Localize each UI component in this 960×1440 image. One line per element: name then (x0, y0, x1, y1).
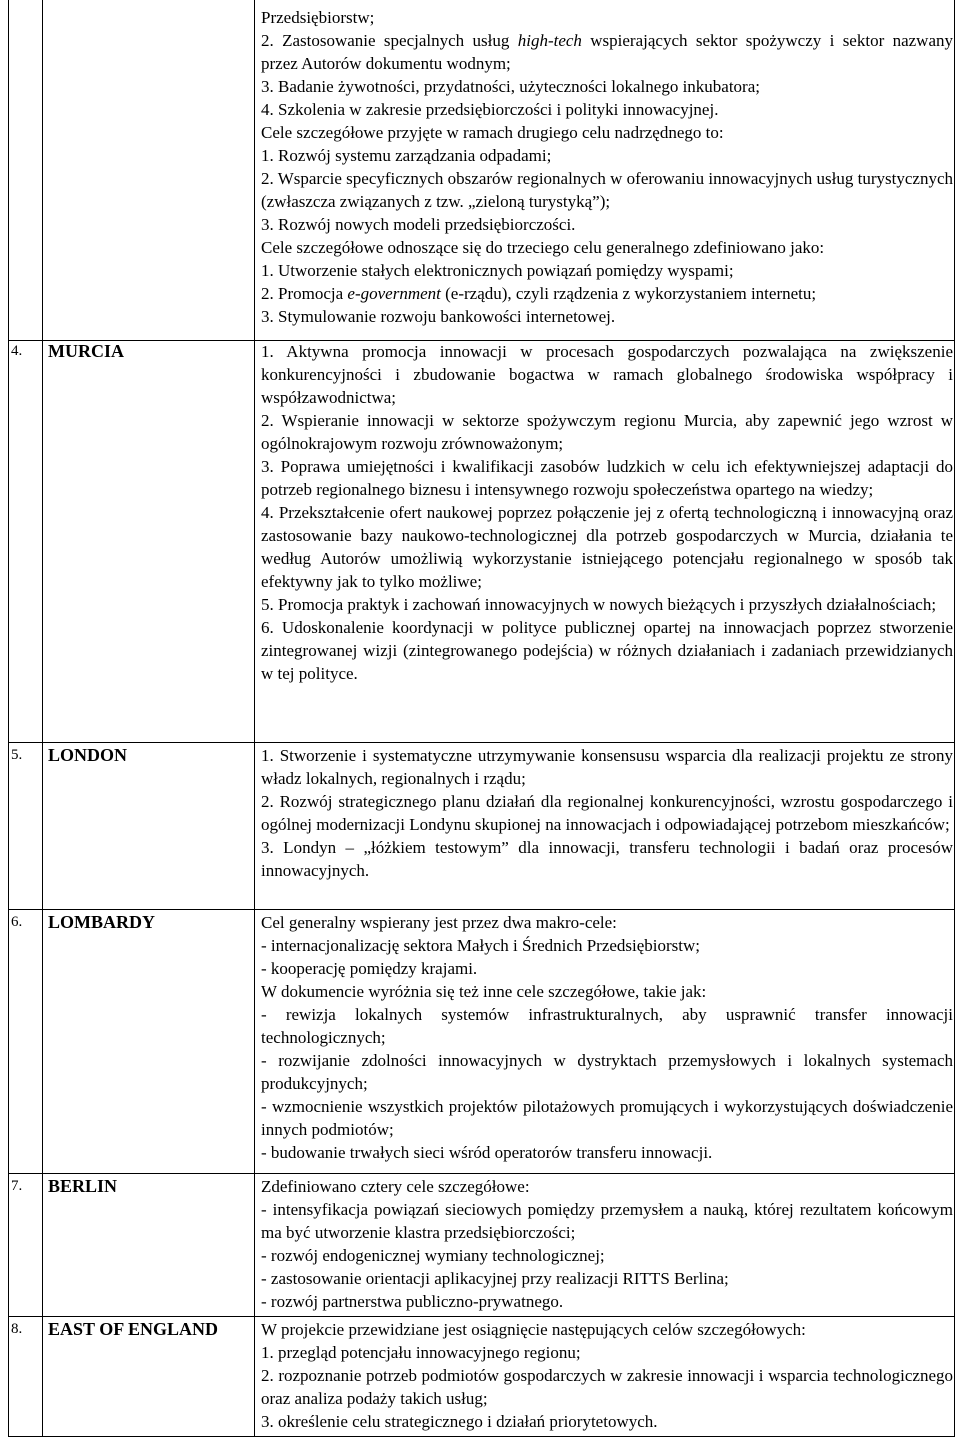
row-number: 8. (11, 1321, 23, 1337)
paragraph: 1. Rozwój systemu zarządzania odpadami; (261, 146, 552, 165)
paragraph: W projekcie przewidziane jest osiągnięcie następujących celów szczegółowych: (261, 1320, 806, 1339)
paragraph: - zastosowanie orientacji aplikacyjnej przy realizacji RITTS Berlina; (261, 1269, 729, 1288)
paragraph: 3. Rozwój nowych modeli przedsiębiorczości. (261, 215, 576, 234)
row-number: 4. (11, 343, 23, 359)
region-column-divider (254, 0, 255, 1437)
paragraph: Przedsiębiorstw; (261, 8, 375, 27)
paragraph: 2. Zastosowanie specjalnych usług high-tech wspierających sektor spożywczy i sektor nazwany przez Autorów dokumentu wodnym; (261, 31, 954, 73)
objectives-cell (261, 744, 953, 882)
table-right-border (954, 0, 955, 1437)
paragraph: 2. Wspieranie innowacji w sektorze spożywczym regionu Murcia, aby zapewnić jego wzrost w ogólnokrajowym rozwoju zrównoważonym; (261, 411, 953, 453)
paragraph: 4. Przekształcenie ofert naukowej poprzez połączenie jej z ofertą technologiczną i innowacyjną oraz zastosowanie bazy naukowo-technologicznej dla potrzeb gospodarczych w Murcia, działania te według Autorów umożliwią wykorzystanie istniejącego potencjału regionalnego w sposób tak efektywny jak to tylko możliwe; (261, 503, 953, 591)
paragraph: - kooperację pomiędzy krajami. (261, 959, 478, 978)
paragraph: Cele szczegółowe odnoszące się do trzeciego celu generalnego zdefiniowano jako: (261, 238, 825, 257)
paragraph: - rozwijanie zdolności innowacyjnych w dystryktach przemysłowych i lokalnych systemach produkcyjnych; (261, 1051, 953, 1093)
row-divider (8, 742, 954, 743)
row-number: 5. (11, 747, 23, 763)
paragraph: 3. Badanie żywotności, przydatności, użyteczności lokalnego inkubatora; (261, 77, 760, 96)
paragraph: - wzmocnienie wszystkich projektów pilotażowych promujących i wykorzystujących doświadczenie innych podmiotów; (261, 1097, 953, 1139)
paragraph: 1. Utworzenie stałych elektronicznych powiązań pomiędzy wyspami; (261, 261, 734, 280)
paragraph: 5. Promocja praktyk i zachowań innowacyjnych w nowych bieżących i przyszłych działalnościach; (261, 595, 937, 614)
paragraph: 3. Stymulowanie rozwoju bankowości internetowej. (261, 307, 616, 326)
region-name: MURCIA (48, 341, 124, 361)
paragraph: 1. Stworzenie i systematyczne utrzymywanie konsensusu wsparcia dla realizacji projektu ze strony władz lokalnych, regionalnych i rządu; (261, 746, 953, 788)
paragraph: W dokumencie wyróżnia się też inne cele szczegółowe, takie jak: (261, 982, 707, 1001)
region-name: LONDON (48, 745, 128, 765)
row-number: 7. (11, 1178, 23, 1194)
row-divider (8, 1173, 954, 1174)
paragraph: 3. Londyn – „łóżkiem testowym” dla innowacji, transferu technologii i badań oraz procesów innowacyjnych. (261, 838, 953, 880)
row-divider (8, 1316, 954, 1317)
number-column-divider (42, 0, 43, 1437)
objectives-cell (261, 911, 953, 1164)
paragraph: - rozwój endogenicznej wymiany technologicznej; (261, 1246, 605, 1265)
region-name: LOMBARDY (48, 912, 155, 932)
paragraph: 3. określenie celu strategicznego i działań priorytetowych. (261, 1412, 658, 1431)
paragraph: - budowanie trwałych sieci wśród operatorów transferu innowacji. (261, 1143, 713, 1162)
paragraph: 2. Wsparcie specyficznych obszarów regionalnych w oferowaniu innowacyjnych usług turystycznych (zwłaszcza związanych z tzw. „zieloną turystyką”); (261, 169, 953, 211)
paragraph: Cele szczegółowe przyjęte w ramach drugiego celu nadrzędnego to: (261, 123, 724, 142)
paragraph: - rewizja lokalnych systemów infrastrukturalnych, aby usprawnić transfer innowacji technologicznych; (261, 1005, 953, 1047)
paragraph: 3. Poprawa umiejętności i kwalifikacji zasobów ludzkich w celu ich efektywniejszej adaptacji do potrzeb regionalnego biznesu i intensywnego rozwoju społeczeństwa opartego na wiedzy; (261, 457, 953, 499)
row-divider (8, 909, 954, 910)
objectives-cell (261, 1318, 953, 1433)
row-number: 6. (11, 914, 23, 930)
continuation-cell (261, 6, 953, 328)
paragraph: 2. Rozwój strategicznego planu działań dla regionalnej konkurencyjności, wzrostu gospodarczego i ogólnej modernizacji Londynu skupionej na innowacjach i odpowiadającej potrzebom mieszkańców; (261, 792, 953, 834)
objectives-cell (261, 340, 953, 685)
paragraph: - rozwój partnerstwa publiczno-prywatnego. (261, 1292, 564, 1311)
paragraph: 2. Promocja e-government (e-rządu), czyli rządzenia z wykorzystaniem internetu; (261, 284, 817, 303)
objectives-cell (261, 1175, 953, 1313)
region-name: EAST OF ENGLAND (48, 1319, 219, 1339)
paragraph: 1. przegląd potencjału innowacyjnego regionu; (261, 1343, 581, 1362)
paragraph: 4. Szkolenia w zakresie przedsiębiorczości i polityki innowacyjnej. (261, 100, 719, 119)
table-left-border (8, 0, 9, 1437)
paragraph: Cel generalny wspierany jest przez dwa makro-cele: (261, 913, 617, 932)
paragraph: 1. Aktywna promocja innowacji w procesach gospodarczych pozwalająca na zwiększenie konkurencyjności i zbudowanie bogactwa w ramach globalnego środowiska współpracy i współzawodnictwa; (261, 342, 953, 407)
table-bottom-border (8, 1436, 954, 1437)
paragraph: 2. rozpoznanie potrzeb podmiotów gospodarczych w zakresie innowacji i wsparcia technologicznego oraz analiza podaży takich usług; (261, 1366, 953, 1408)
region-name: BERLIN (48, 1176, 118, 1196)
paragraph: Zdefiniowano cztery cele szczegółowe: (261, 1177, 530, 1196)
paragraph: 6. Udoskonalenie koordynacji w polityce publicznej opartej na innowacjach poprzez stworzenie zintegrowanej wizji (zintegrowanego podejścia) w różnych działaniach i zadaniach przewidzianych w tej polityce. (261, 618, 953, 683)
paragraph: - internacjonalizację sektora Małych i Średnich Przedsiębiorstw; (261, 936, 701, 955)
paragraph: - intensyfikacja powiązań sieciowych pomiędzy przemysłem a nauką, której rezultatem końcowym ma być utworzenie klastra przedsiębiorczości; (261, 1200, 953, 1242)
